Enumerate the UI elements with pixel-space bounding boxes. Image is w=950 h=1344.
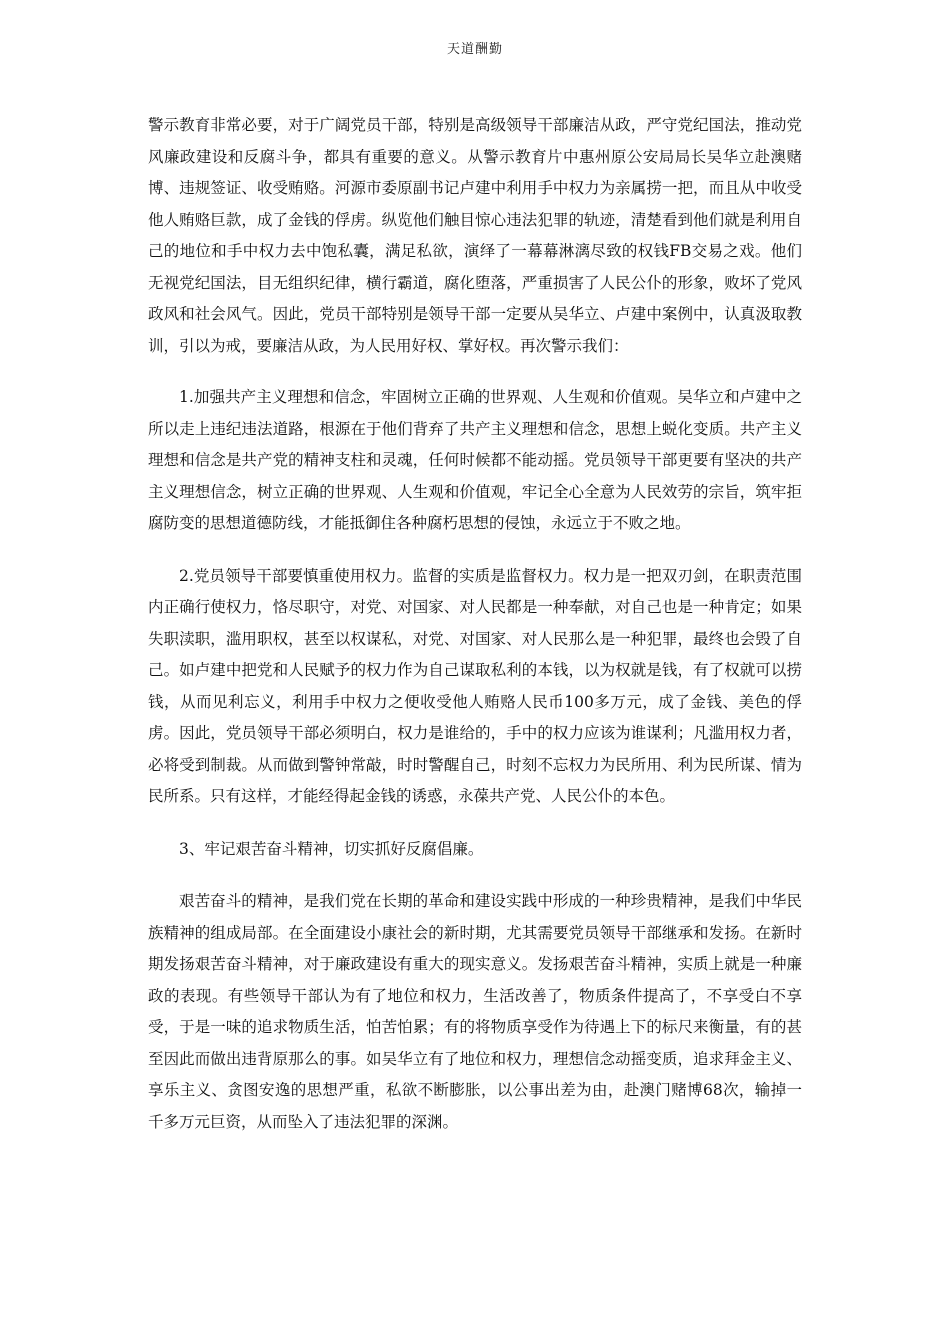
document-body xyxy=(148,110,802,1159)
page-header: 天道酬勤 xyxy=(446,42,503,57)
paragraph-point-1: 1.加强共产主义理想和信念，牢固树立正确的世界观、人生观和价值观。吴华立和卢建中之所以走上违纪违法道路，根源在于他们背弃了共产主义理想和信念，思想上蜕化变质。共产主义理想和信念是共产党的精神支柱和灵魂，任何时候都不能动摇。党员领导干部更要有坚决的共产主义理想信念，树立正确的世界观、人生观和价值观，牢记全心全意为人民效劳的宗旨，筑牢拒腐防变的思想道德防线，才能抵御住各种腐朽思想的侵蚀，永远立于不败之地。 xyxy=(148,388,802,532)
paragraph-point-3-body: 艰苦奋斗的精神，是我们党在长期的革命和建设实践中形成的一种珍贵精神，是我们中华民族精神的组成局部。在全面建设小康社会的新时期，尤其需要党员领导干部继承和发扬。在新时期发扬艰苦奋斗精神，对于廉政建设有重大的现实意义。发扬艰苦奋斗精神，实质上就是一种廉政的表现。有些领导干部认为有了地位和权力，生活改善了，物质条件提高了，不享受白不享受，于是一味的追求物质生活，怕苦怕累；有的将物质享受作为待遇上下的标尺来衡量，有的甚至因此而做出违背原那么的事。如吴华立有了地位和权力，理想信念动摇变质，追求拜金主义、享乐主义、贪图安逸的思想严重，私欲不断膨胀，以公事出差为由，赴澳门赌博68次，输掉一千多万元巨资，从而坠入了违法犯罪的深渊。 xyxy=(148,892,802,1131)
paragraph-point-3-heading: 3、牢记艰苦奋斗精神，切实抓好反腐倡廉。 xyxy=(179,839,484,858)
paragraph-point-2: 2.党员领导干部要慎重使用权力。监督的实质是监督权力。权力是一把双刃剑，在职责范围内正确行使权力，恪尽职守，对党、对国家、对人民都是一种奉献，对自己也是一种肯定；如果失职渎职，滥用职权，甚至以权谋私，对党、对国家、对人民那么是一种犯罪，最终也会毁了自己。如卢建中把党和人民赋予的权力作为自己谋取私利的本钱，以为权就是钱，有了权就可以捞钱，从而见利忘义，利用手中权力之便收受他人贿赂人民币100多万元，成了金钱、美色的俘虏。因此，党员领导干部必须明白，权力是谁给的，手中的权力应该为谁谋利；凡滥用权力者，必将受到制裁。从而做到警钟常敲，时时警醒自己，时刻不忘权力为民所用、利为民所谋、情为民所系。只有这样，才能经得起金钱的诱惑，永葆共产党、人民公仆的本色。 xyxy=(148,566,802,805)
paragraph-intro: 警示教育非常必要，对于广阔党员干部，特别是高级领导干部廉洁从政，严守党纪国法，推动党风廉政建设和反腐斗争，都具有重要的意义。从警示教育片中惠州原公安局局长吴华立赴澳赌博、违规签证、收受贿赂。河源市委原副书记卢建中利用手中权力为亲属捞一把，而且从中收受他人贿赂巨款，成了金钱的俘虏。纵览他们触目惊心违法犯罪的轨迹，清楚看到他们就是利用自己的地位和手中权力去中饱私囊，满足私欲，演绎了一幕幕淋漓尽致的权钱FB交易之戏。他们无视党纪国法，目无组织纪律，横行霸道，腐化堕落，严重损害了人民公仆的形象，败坏了党风政风和社会风气。因此，党员干部特别是领导干部一定要从吴华立、卢建中案例中，认真汲取教训，引以为戒，要廉洁从政，为人民用好权、掌好权。再次警示我们： xyxy=(148,116,802,355)
